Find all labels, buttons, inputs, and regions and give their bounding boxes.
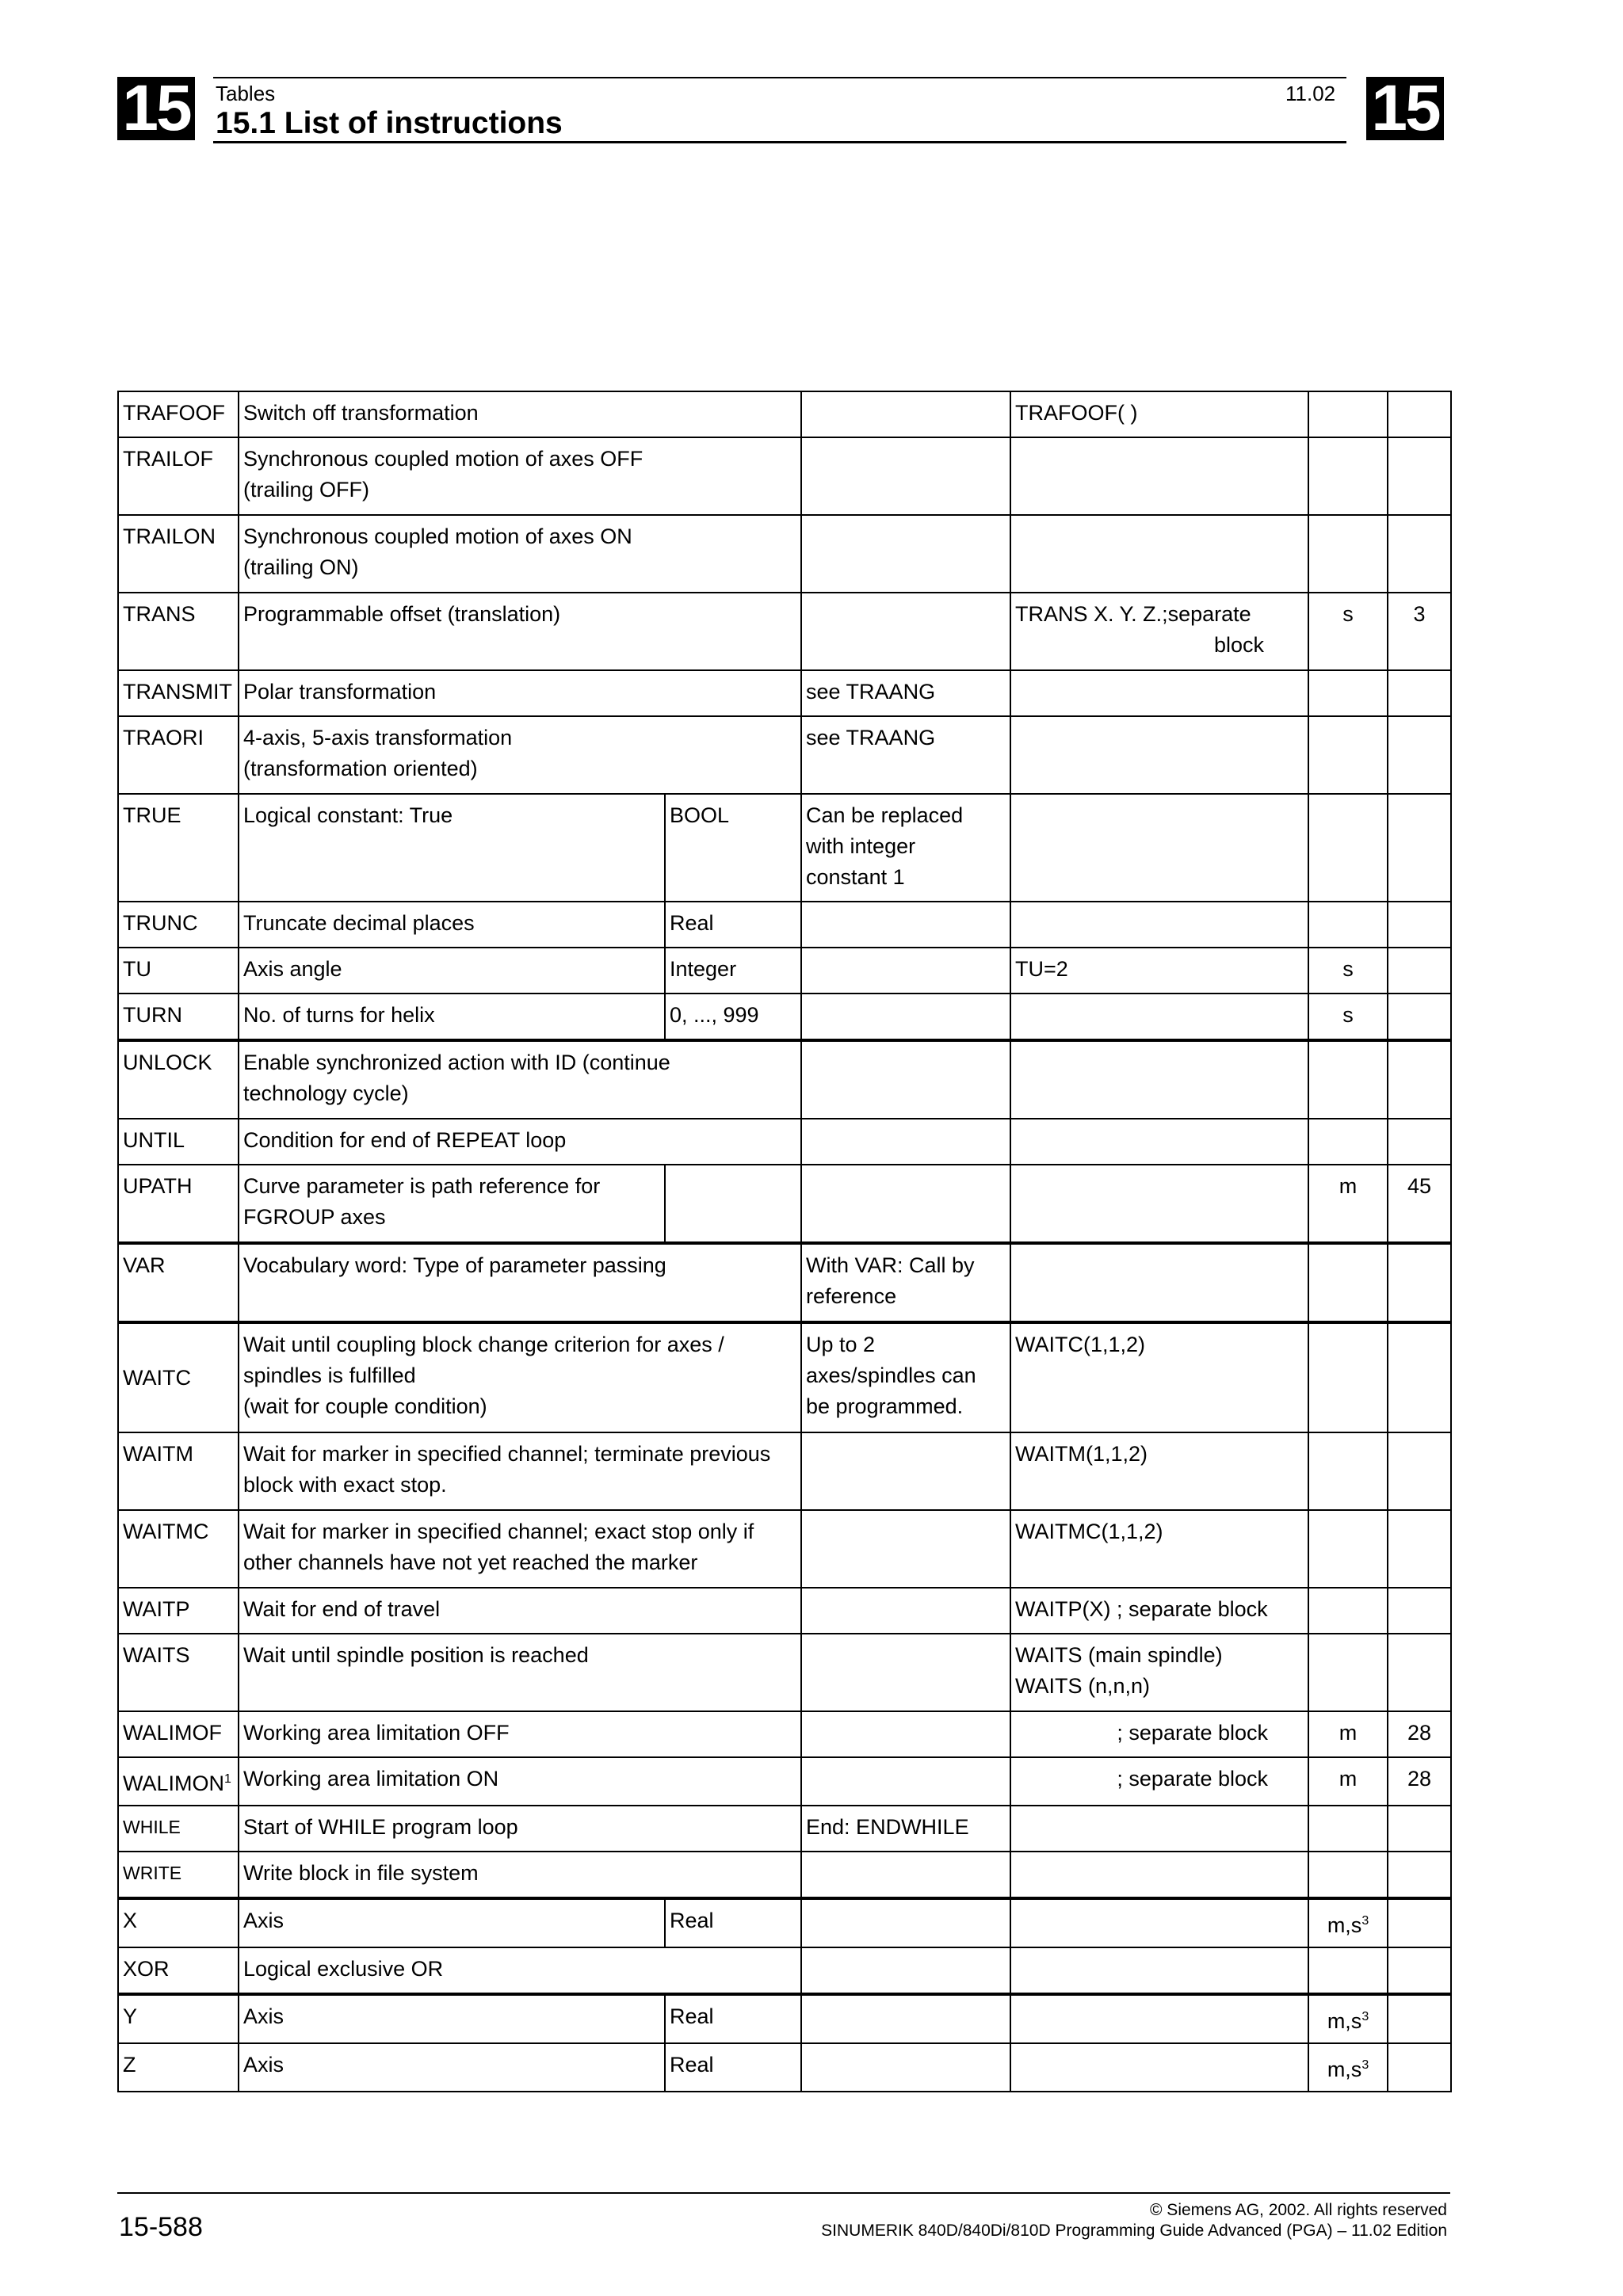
instruction-example (1010, 1040, 1308, 1119)
table-row (118, 1852, 1451, 1898)
instruction-name: WRITE (118, 1852, 239, 1898)
page-number: 15-588 (119, 2212, 203, 2242)
instruction-ref (1388, 1588, 1451, 1634)
instruction-example (1010, 716, 1308, 794)
instruction-ref (1388, 1947, 1451, 1994)
table-row (118, 1994, 1451, 2043)
instruction-name: WAITS (118, 1634, 239, 1711)
instruction-description: Truncate decimal places (239, 902, 665, 948)
instruction-note (801, 1711, 1010, 1757)
instruction-ref (1388, 1119, 1451, 1165)
instruction-example (1010, 1898, 1308, 1947)
instruction-name: UNTIL (118, 1119, 239, 1165)
instruction-note (801, 902, 1010, 948)
instruction-name: TURN (118, 994, 239, 1040)
instruction-note (801, 994, 1010, 1040)
instruction-description: Wait for marker in specified channel; terminate previous block with exact stop. (239, 1432, 801, 1510)
instruction-description: Wait for marker in specified channel; exact stop only if other channels have not yet reached the marker (239, 1510, 801, 1588)
instruction-type: Real (665, 1994, 801, 2043)
instruction-description: Vocabulary word: Type of parameter passing (239, 1243, 801, 1322)
instruction-example: WAITP(X) ; separate block (1010, 1588, 1308, 1634)
instruction-type: Integer (665, 948, 801, 994)
instruction-name: TRANS (118, 593, 239, 670)
footer-rule (117, 2192, 1450, 2194)
instruction-ref (1388, 1243, 1451, 1322)
instruction-sm (1308, 716, 1388, 794)
table-row (118, 1165, 1451, 1243)
instruction-description: Programmable offset (translation) (239, 593, 801, 670)
instruction-sm (1308, 1119, 1388, 1165)
instruction-example: ; separate block (1010, 1757, 1308, 1806)
instruction-description: Polar transformation (239, 670, 801, 716)
instruction-note (801, 1119, 1010, 1165)
instruction-note (801, 1432, 1010, 1510)
instruction-description: Working area limitation OFF (239, 1711, 801, 1757)
instruction-sm (1308, 1432, 1388, 1510)
instruction-ref (1388, 994, 1451, 1040)
table-row (118, 1898, 1451, 1947)
instruction-name: TRAFOOF (118, 391, 239, 437)
instruction-description: Wait until coupling block change criterion for axes / spindles is fulfilled (wait for couple condition) (239, 1322, 801, 1432)
instruction-example (1010, 1947, 1308, 1994)
copyright-notice: © Siemens AG, 2002. All rights reserved (1150, 2201, 1447, 2219)
table-row (118, 1757, 1451, 1806)
instruction-name: Z (118, 2043, 239, 2092)
instruction-note: see TRAANG (801, 716, 1010, 794)
instruction-ref: 28 (1388, 1711, 1451, 1757)
instruction-example (1010, 794, 1308, 902)
instruction-description: Axis (239, 1898, 665, 1947)
instruction-name: WAITP (118, 1588, 239, 1634)
instruction-description: Curve parameter is path reference for FGROUP axes (239, 1165, 665, 1243)
instruction-example (1010, 1165, 1308, 1243)
table-row (118, 902, 1451, 948)
sm-text: m,s (1327, 2058, 1362, 2081)
instruction-note: End: ENDWHILE (801, 1806, 1010, 1852)
instruction-sm (1308, 1994, 1388, 2043)
table-row (118, 1243, 1451, 1322)
instruction-ref (1388, 391, 1451, 437)
instruction-sm (1308, 1588, 1388, 1634)
table-row (118, 391, 1451, 437)
table-row (118, 593, 1451, 670)
instruction-sm (1308, 515, 1388, 593)
instruction-name: TRAILON (118, 515, 239, 593)
instruction-name: TRANSMIT (118, 670, 239, 716)
instruction-note (801, 1634, 1010, 1711)
instruction-note (801, 1510, 1010, 1588)
instruction-name: X (118, 1898, 239, 1947)
instruction-example (1010, 1806, 1308, 1852)
instruction-description: No. of turns for helix (239, 994, 665, 1040)
instruction-ref (1388, 1994, 1451, 2043)
table-row (118, 1947, 1451, 1994)
instruction-name: WAITM (118, 1432, 239, 1510)
section-title: 15.1 List of instructions (216, 106, 563, 140)
instruction-note (801, 515, 1010, 593)
instruction-ref (1388, 2043, 1451, 2092)
instruction-ref (1388, 1898, 1451, 1947)
instruction-example: ; separate block (1010, 1711, 1308, 1757)
instruction-description: Start of WHILE program loop (239, 1806, 801, 1852)
instruction-description: Axis (239, 2043, 665, 2092)
table-row (118, 437, 1451, 515)
instruction-name: TRUE (118, 794, 239, 902)
instruction-example: WAITS (main spindle) WAITS (n,n,n) (1010, 1634, 1308, 1711)
instruction-name: VAR (118, 1243, 239, 1322)
table-row (118, 1510, 1451, 1588)
instruction-sm: m (1308, 1757, 1388, 1806)
sm-text: m,s (1327, 1913, 1362, 1937)
instruction-sm (1308, 1510, 1388, 1588)
table-row (118, 1322, 1451, 1432)
instruction-name: TRUNC (118, 902, 239, 948)
instruction-sm (1308, 902, 1388, 948)
instruction-ref (1388, 1852, 1451, 1898)
instruction-type: BOOL (665, 794, 801, 902)
instruction-type: 0, ..., 999 (665, 994, 801, 1040)
instruction-name: TU (118, 948, 239, 994)
instruction-example (1010, 1119, 1308, 1165)
instruction-sm (1308, 1040, 1388, 1119)
instruction-sm (1308, 1852, 1388, 1898)
instruction-note (801, 1898, 1010, 1947)
instruction-ref (1388, 794, 1451, 902)
instruction-note (801, 1757, 1010, 1806)
table-row (118, 1040, 1451, 1119)
table-row (118, 948, 1451, 994)
table-row (118, 670, 1451, 716)
instruction-sm: m (1308, 1165, 1388, 1243)
instruction-example: WAITMC(1,1,2) (1010, 1510, 1308, 1588)
instruction-sm (1308, 1947, 1388, 1994)
instruction-description: Wait for end of travel (239, 1588, 801, 1634)
instruction-note (801, 1165, 1010, 1243)
instruction-sm (1308, 794, 1388, 902)
instruction-name: WAITC (118, 1322, 239, 1432)
footnote-marker: 3 (1361, 2058, 1369, 2072)
header-top-rule (213, 77, 1346, 78)
instruction-type: Real (665, 2043, 801, 2092)
instruction-sm (1308, 670, 1388, 716)
instruction-ref (1388, 1510, 1451, 1588)
instruction-name: TRAORI (118, 716, 239, 794)
instruction-description: 4-axis, 5-axis transformation (transformation oriented) (239, 716, 801, 794)
instruction-ref: 28 (1388, 1757, 1451, 1806)
instruction-ref (1388, 437, 1451, 515)
instruction-sm (1308, 1243, 1388, 1322)
instruction-sm: s (1308, 593, 1388, 670)
instruction-name: TRAILOF (118, 437, 239, 515)
instruction-description: Working area limitation ON (239, 1757, 801, 1806)
instruction-description: Axis (239, 1994, 665, 2043)
table-row (118, 1711, 1451, 1757)
footnote-marker: 3 (1361, 2010, 1369, 2023)
instruction-sm: s (1308, 994, 1388, 1040)
table-row (118, 1806, 1451, 1852)
table-row (118, 994, 1451, 1040)
instruction-ref: 45 (1388, 1165, 1451, 1243)
instruction-example (1010, 515, 1308, 593)
instruction-ref (1388, 515, 1451, 593)
instruction-ref (1388, 1432, 1451, 1510)
table-row (118, 1432, 1451, 1510)
instruction-example (1010, 670, 1308, 716)
instruction-name: Y (118, 1994, 239, 2043)
instruction-sm (1308, 1322, 1388, 1432)
instruction-note (801, 1852, 1010, 1898)
instruction-example (1010, 2043, 1308, 2092)
instruction-note (801, 1040, 1010, 1119)
instruction-note: see TRAANG (801, 670, 1010, 716)
instruction-note: Can be replaced with integer constant 1 (801, 794, 1010, 902)
instruction-example: WAITM(1,1,2) (1010, 1432, 1308, 1510)
instruction-type (665, 1165, 801, 1243)
instruction-description: Enable synchronized action with ID (continue technology cycle) (239, 1040, 801, 1119)
instruction-ref (1388, 716, 1451, 794)
instruction-name-text: WALIMON (123, 1772, 224, 1795)
instruction-note (801, 1588, 1010, 1634)
instruction-name: UPATH (118, 1165, 239, 1243)
footnote-marker: 1 (224, 1772, 231, 1786)
instruction-ref: 3 (1388, 593, 1451, 670)
instruction-note (801, 948, 1010, 994)
table-row (118, 1588, 1451, 1634)
instruction-example (1010, 1994, 1308, 2043)
instruction-sm (1308, 437, 1388, 515)
instruction-ref (1388, 902, 1451, 948)
instruction-sm (1308, 1806, 1388, 1852)
instruction-example (1010, 593, 1308, 670)
instruction-description: Logical constant: True (239, 794, 665, 902)
instruction-note (801, 437, 1010, 515)
instruction-sm (1308, 1634, 1388, 1711)
instruction-sm: m (1308, 1711, 1388, 1757)
chapter-badge-right: 15 (1366, 77, 1444, 140)
instruction-type: Real (665, 1898, 801, 1947)
instruction-ref (1388, 1040, 1451, 1119)
instruction-description: Write block in file system (239, 1852, 801, 1898)
instruction-sm: s (1308, 948, 1388, 994)
instruction-note (801, 1947, 1010, 1994)
instruction-note (801, 391, 1010, 437)
instruction-sm (1308, 1898, 1388, 1947)
table-row (118, 515, 1451, 593)
instruction-description: Logical exclusive OR (239, 1947, 801, 1994)
instruction-ref (1388, 1322, 1451, 1432)
instruction-sm (1308, 391, 1388, 437)
table-row (118, 1119, 1451, 1165)
edition-date: 11.02 (1285, 82, 1336, 105)
chapter-badge-left: 15 (117, 77, 195, 140)
book-title: SINUMERIK 840D/840Di/810D Programming Guide Advanced (PGA) – 11.02 Edition (821, 2222, 1447, 2240)
instruction-note (801, 1994, 1010, 2043)
instruction-note (801, 593, 1010, 670)
instruction-name: XOR (118, 1947, 239, 1994)
instruction-example: WAITC(1,1,2) (1010, 1322, 1308, 1432)
table-row (118, 2043, 1451, 2092)
instruction-type: Real (665, 902, 801, 948)
example-trans-text: TRANS X. Y. Z.;separate (1015, 602, 1251, 626)
instruction-description: Synchronous coupled motion of axes OFF (trailing OFF) (239, 437, 801, 515)
header-bottom-rule (213, 141, 1346, 143)
sm-text: m,s (1327, 2009, 1362, 2033)
instruction-description: Synchronous coupled motion of axes ON (trailing ON) (239, 515, 801, 593)
instruction-example: TU=2 (1010, 948, 1308, 994)
table-row (118, 716, 1451, 794)
instruction-ref (1388, 1806, 1451, 1852)
instruction-ref (1388, 948, 1451, 994)
instruction-example: TRAFOOF( ) (1010, 391, 1308, 437)
instruction-description: Condition for end of REPEAT loop (239, 1119, 801, 1165)
instruction-example (1010, 1852, 1308, 1898)
instruction-ref (1388, 670, 1451, 716)
instruction-name: WAITMC (118, 1510, 239, 1588)
instruction-name: UNLOCK (118, 1040, 239, 1119)
instruction-name: WALIMOF (118, 1711, 239, 1757)
instruction-note: Up to 2 axes/spindles can be programmed. (801, 1322, 1010, 1432)
instruction-sm (1308, 2043, 1388, 2092)
instruction-example (1010, 902, 1308, 948)
table-row (118, 1634, 1451, 1711)
instruction-description: Wait until spindle position is reached (239, 1634, 801, 1711)
instruction-example (1010, 994, 1308, 1040)
instruction-note: With VAR: Call by reference (801, 1243, 1010, 1322)
table-row (118, 794, 1451, 902)
instruction-ref (1388, 1634, 1451, 1711)
instruction-note (801, 2043, 1010, 2092)
instructions-table (117, 391, 1452, 2092)
chapter-label: Tables (216, 82, 276, 105)
example-trans-cont: block (1213, 633, 1265, 657)
instruction-example (1010, 437, 1308, 515)
instruction-name: WHILE (118, 1806, 239, 1852)
instruction-description: Axis angle (239, 948, 665, 994)
footnote-marker: 3 (1361, 1914, 1369, 1928)
instruction-example (1010, 1243, 1308, 1322)
instruction-description: Switch off transformation (239, 391, 801, 437)
instruction-name (118, 1757, 239, 1806)
